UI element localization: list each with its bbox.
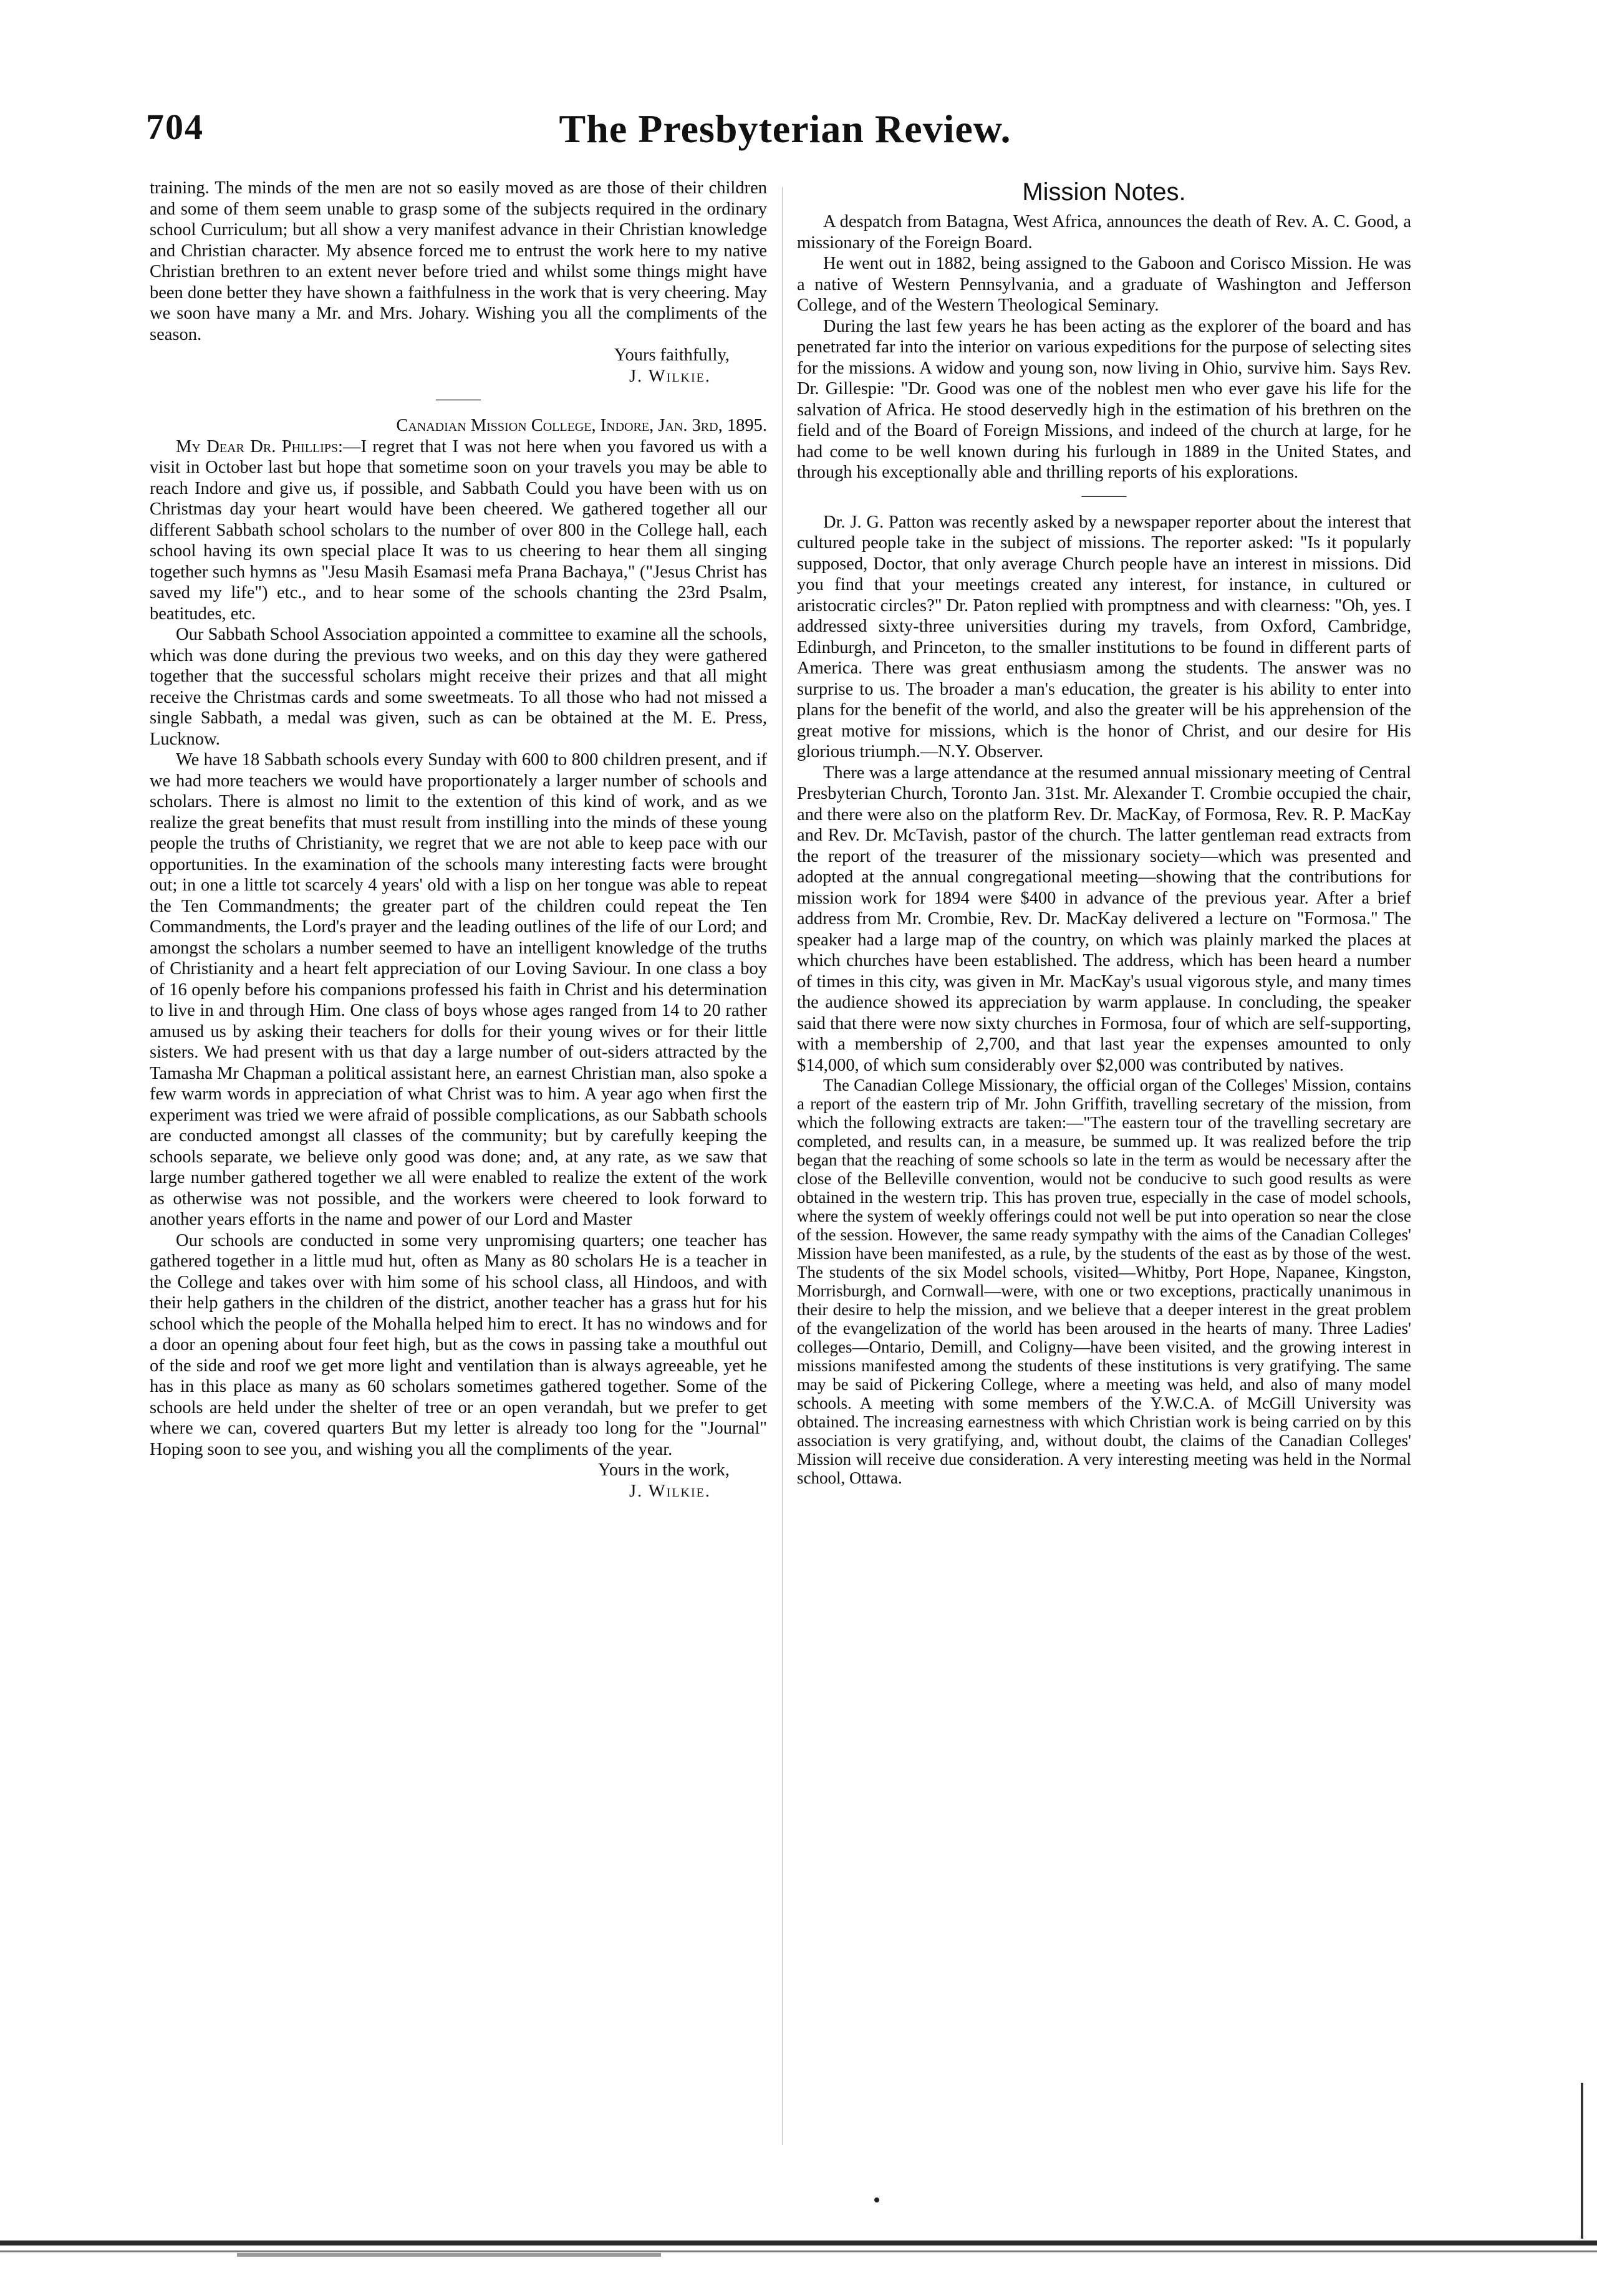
letter-signature: J. Wilkie. <box>629 1481 711 1501</box>
bottom-rule-shadow <box>0 2250 1597 2252</box>
column-divider <box>782 187 783 2145</box>
section-separator: ——— <box>436 391 481 407</box>
page-edge-mark <box>1581 2083 1583 2239</box>
section-separator: ——— <box>1081 487 1127 504</box>
letter-paragraph: Our schools are conducted in some very unpromising quarters; one teacher has gathered together in a little mud hut, often as Many as 80 scholars He is a teacher in the College and takes over with him some of his school class, all Hindoos, and with their help gathers in the children of the district, another teacher has a grass hut for his school which the people of the Mohalla helped him to erect. It has no windows and for a door an opening about four feet high, but as the cows in passing take a mouthful out of the side and roof we get more light and ventilation than is always agreeable, yet he has in this place as many as 60 scholars sometimes gathered together. Some of the schools are held under the shelter of tree or an open verandah, but we prefer to get where we can, covered quarters But my letter is already too long for the "Journal" Hoping soon to see you, and wishing you all the compliments of the year. <box>150 1230 767 1459</box>
letter-paragraph: Our Sabbath School Association appointed a committee to examine all the schools, which was done during the previous two weeks, and on this day they were gathered together that the successful scholars might receive their prizes and that all might receive the Christmas cards and some sweetmeats. To all those who had not missed a single Sabbath, a medal was given, such as can be obtained at the M. E. Press, Lucknow. <box>150 625 767 749</box>
letter-dateline: Canadian Mission College, Indore, Jan. 3rd, 1895. <box>396 416 767 435</box>
letter-closing: Yours in the work, <box>598 1460 730 1480</box>
section-heading: Mission Notes. <box>1022 178 1186 206</box>
article-paragraph: There was a large attendance at the resumed annual missionary meeting of Central Presbyterian Church, Toronto Jan. 31st. Mr. Alexander T. Crombie occupied the chair, and there were also on the platform Rev. Dr. MacKay, of Formosa, Rev. R. P. MacKay and Rev. Dr. McTavish, pastor of the church. The latter gentleman read extracts from the report of the treasurer of the missionary society—which was presented and adopted at the annual congregational meeting—showing that the contributions for mission work for 1894 were $400 in advance of the previous year. After a brief address from Mr. Crombie, Rev. Dr. MacKay delivered a lecture on "Formosa." The speaker had a large map of the country, on which was plainly marked the places at which churches have been established. The address, which has been heard a number of times in this city, was given in Mr. MacKay's usual vigorous style, and many times the audience showed its appreciation by warm applause. In concluding, the speaker said that there were now sixty churches in Formosa, four of which are self-supporting, with a membership of 2,700, and that last year the expenses amounted to only $14,000, of which sum considerably over $2,000 was contributed by natives. <box>797 763 1411 1075</box>
article-paragraph: The Canadian College Missionary, the official organ of the Colleges' Mission, contains a report of the eastern trip of Mr. John Griffith, travelling secretary of the mission, from which the following extracts are taken:—"The eastern tour of the travelling secretary are completed, and results can, in a measure, be summed up. It was realized before the trip began that the reaching of some schools so late in the term as would be necessary after the close of the Belleville convention, would not be conducive to such good results as were obtained in the western trip. This has proven true, especially in the case of model schools, where the system of weekly offerings could not well be put into operation so near the close of the session. However, the same ready sympathy with the aims of the Canadian Colleges' Mission have been manifested, as a rule, by the students of the east as by those of the west. The students of the six Model schools, visited—Whitby, Port Hope, Napanee, Kingston, Morrisburgh, and Cornwall—were, with one or two exceptions, practically unanimous in their desire to help the mission, and we believe that a deeper interest in the great problem of the evangelization of the world has been aroused in the hearts of many. Three Ladies' colleges—Ontario, Demill, and Coligny—have been visited, and the growing interest in missions manifested among the students of these institutions is very gratifying. The same may be said of Pickering College, where a meeting was held, and also of many model schools. A meeting with some members of the Y.W.C.A. of McGill University was obtained. The increasing earnestness with which Christian work is being carried on by this association is very gratifying, and, without doubt, the claims of the Canadian Colleges' Mission will receive due consideration. A very interesting meeting was held in the Normal school, Ottawa. <box>797 1076 1411 1487</box>
letter-signoff: Yours faithfully, <box>614 345 730 365</box>
scan-edge-rule <box>0 2229 1597 2296</box>
letter-paragraph: My Dear Dr. Phillips:—I regret that I was not here when you favored us with a visit in October last but hope that sometime soon on your travels you may be able to reach Indore and give us, if possible, and Sabbath Could you have been with us on Christmas day your heart would have been cheered. We gathered together all our different Sabbath school scholars to the number of over 800 in the College hall, each school having its own special place It was to us cheering to hear them all singing together such hymns as "Jesu Masih Esamasi mefa Prana Bachaya," ("Jesus Christ has saved my life") etc., and to hear some of the schools chanting the 23rd Psalm, beatitudes, etc. <box>150 437 768 624</box>
right-column <box>797 178 1411 1487</box>
page-number: 704 <box>146 107 204 147</box>
page-header <box>146 106 1424 162</box>
bottom-rule-line <box>0 2241 1597 2245</box>
letter-continuation: training. The minds of the men are not so easily moved as are those of their children and some of them seem unable to grasp some of the subjects required in the ordinary school Curriculum; but all show a very manifest advance in their Christian knowledge and Christian character. My absence forced me to entrust the work here to my native Christian brethren to an extent never before tried and whilst some things might have been done better they have shown a faithfulness in the work that is very cheering. May we soon have many a Mr. and Mrs. Johary. Wishing you all the compliments of the season. <box>150 178 767 344</box>
article-paragraph: During the last few years he has been acting as the explorer of the board and has penetrated far into the interior on various expeditions for the purpose of selecting sites for the missions. A widow and young son, now living in Ohio, survive him. Says Rev. Dr. Gillespie: "Dr. Good was one of the noblest men who ever gave his life for the salvation of Africa. He stood deservedly high in the estimation of his brethren on the field and of the Board of Foreign Missions, and indeed of the church at large, for he had come to be well known during his furlough in 1889 in the United States, and through his exceptionally able and thrilling reports of his explorations. <box>797 316 1411 482</box>
stray-ink-dot <box>874 2197 879 2202</box>
article-paragraph: He went out in 1882, being assigned to the Gaboon and Corisco Mission. He was a native of Western Pennsylvania, and a graduate of Washington and Jefferson College, and of the Western Theological Seminary. <box>797 254 1411 315</box>
letter-salutation: My Dear Dr. Phillips: <box>176 437 343 456</box>
letter-signature: J. Wilkie. <box>629 366 711 386</box>
letter-paragraph: We have 18 Sabbath schools every Sunday with 600 to 800 children present, and if we had more teachers we would have proportionately a larger number of schools and scholars. There is almost no limit to the extention of this kind of work, and as we realize the great benefits that must result from instilling into the minds of these young people the truths of Christianity, we regret that we are not able to keep pace with our opportunities. In the examination of the schools many interesting facts were brought out; in one a little tot scarcely 4 years' old with a lisp on her tongue was able to repeat the Ten Commandments; the greater part of the children could repeat the Ten Commandments, the Lord's prayer and the leading outlines of the life of our Lord; and amongst the scholars a number seemed to have an intelligent knowledge of the truths of Christianity and a heart felt appreciation of our Loving Saviour. In one class a boy of 16 openly before his companions professed his faith in Christ and his determination to live in and through Him. One class of boys whose ages ranged from 14 to 20 rather amused us by asking their teachers for dolls for their young wives or for their little sisters. We had present with us that day a large number of out-siders attracted by the Tamasha Mr Chapman a political assistant here, an earnest Christian man, also spoke a few warm words in appreciation of what Christ was to him. A year ago when first the experiment was tried we were afraid of possible complications, as our Sabbath schools are conducted amongst all classes of the community; but by carefully keeping the schools separate, we believe only good was done; and, at any rate, as we saw that large number gathered together we all were enabled to realize the extent of the work as otherwise was not possible, and the workers were cheered to look forward to another years efforts in the name and power of our Lord and Master <box>150 750 767 1229</box>
article-paragraph: Dr. J. G. Patton was recently asked by a newspaper reporter about the interest that cultured people take in the subject of missions. The reporter asked: "Is it popularly supposed, Doctor, that only average Church people have an interest in missions. Did you find that your meetings created any interest, for instance, in cultured or aristocratic circles?" Dr. Paton replied with promptness and with clearness: "Oh, yes. I addressed sixty-three universities during my travels, from Oxford, Cambridge, Edinburgh, and Princeton, to the smaller institutions to be found in different parts of America. There was great enthusiasm among the students. The answer was no surprise to us. The broader a man's education, the greater is his ability to enter into plans for the benefit of the world, and also the greater will be his apprehension of the great motive for missions, which is the honor of Christ, and our desire for His glorious triumph.—N.Y. Observer. <box>797 512 1411 761</box>
journal-title: The Presbyterian Review. <box>559 107 1011 151</box>
bottom-rule-noise <box>237 2253 661 2257</box>
article-paragraph: A despatch from Batagna, West Africa, announces the death of Rev. A. C. Good, a missionary of the Foreign Board. <box>797 212 1411 253</box>
left-column <box>150 178 767 1502</box>
